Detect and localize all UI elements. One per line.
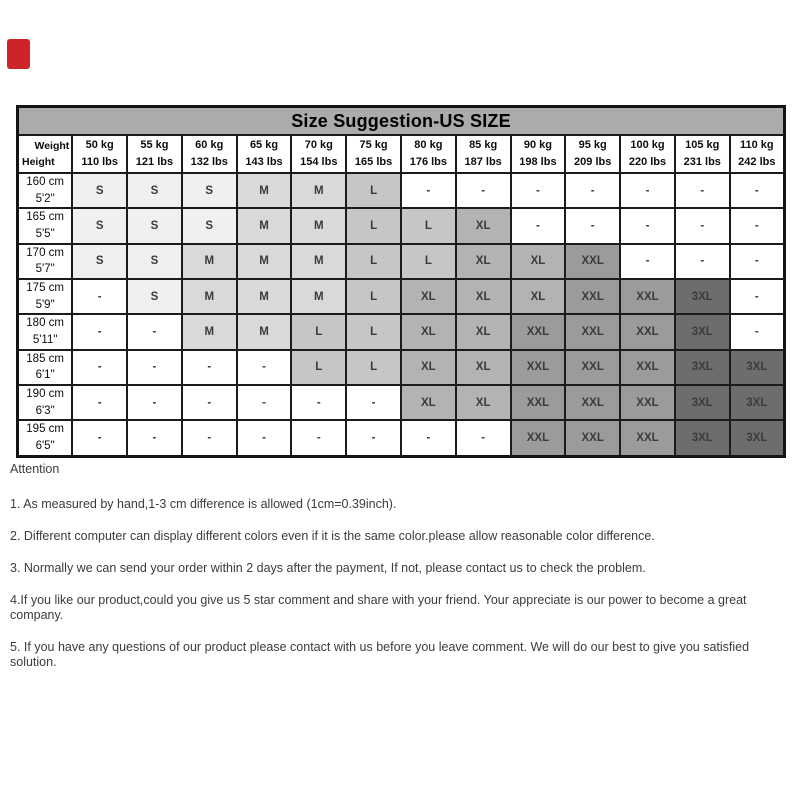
size-cell: L <box>291 350 346 385</box>
attention-notes <box>10 497 792 670</box>
empty-size-cell: - <box>127 385 182 420</box>
size-cell: XL <box>511 279 566 314</box>
size-cell: M <box>291 279 346 314</box>
size-cell: L <box>401 244 456 279</box>
empty-size-cell: - <box>182 350 237 385</box>
empty-size-cell: - <box>730 244 785 279</box>
height-ft-label: 6'1" <box>35 369 55 382</box>
size-cell: XXL <box>620 314 675 349</box>
height-header-cell <box>18 244 73 279</box>
table-row <box>18 173 785 208</box>
empty-size-cell: - <box>182 420 237 456</box>
empty-size-cell: - <box>675 173 730 208</box>
height-ft-label: 5'11" <box>32 334 58 347</box>
empty-size-cell: - <box>72 350 127 385</box>
empty-size-cell: - <box>565 208 620 243</box>
empty-size-cell: - <box>456 173 511 208</box>
weight-header-cell <box>291 135 346 173</box>
empty-size-cell: - <box>730 314 785 349</box>
size-cell: 3XL <box>730 420 785 456</box>
corner-weight-label: Weight <box>34 140 70 152</box>
weight-header-cell <box>730 135 785 173</box>
size-cell: S <box>72 244 127 279</box>
empty-size-cell: - <box>730 279 785 314</box>
size-cell: L <box>346 279 401 314</box>
size-cell: S <box>72 208 127 243</box>
empty-size-cell: - <box>511 173 566 208</box>
weight-kg-label: 65 kg <box>249 138 279 151</box>
weight-lbs-label: 110 lbs <box>81 156 119 168</box>
weight-kg-label: 55 kg <box>140 138 169 151</box>
size-cell: M <box>237 314 292 349</box>
size-cell: XL <box>456 279 511 314</box>
size-cell: XXL <box>620 279 675 314</box>
weight-header-cell <box>511 135 566 173</box>
corner-height-label: Height <box>22 155 55 168</box>
size-cell: L <box>346 244 401 279</box>
table-title: Size Suggestion-US SIZE <box>18 107 785 136</box>
weight-lbs-label: 198 lbs <box>519 156 557 168</box>
size-cell: XXL <box>565 244 620 279</box>
empty-size-cell: - <box>291 420 346 456</box>
weight-kg-label: 90 kg <box>523 138 552 151</box>
height-header-cell <box>18 173 73 208</box>
size-cell: XL <box>456 350 511 385</box>
weight-kg-label: 75 kg <box>359 138 388 151</box>
height-header-cell <box>18 350 73 385</box>
weight-lbs-label: 176 lbs <box>409 156 448 168</box>
height-header-cell <box>18 314 73 349</box>
size-cell: 3XL <box>675 385 730 420</box>
empty-size-cell: - <box>346 385 401 420</box>
size-cell: XL <box>401 385 456 420</box>
size-cell: XL <box>456 314 511 349</box>
weight-header-cell <box>182 135 237 173</box>
weight-lbs-label: 242 lbs <box>738 156 776 168</box>
weight-kg-label: 60 kg <box>195 138 224 151</box>
corner-weight-height-cell <box>18 135 73 173</box>
attention-section <box>10 462 792 687</box>
height-header-cell <box>18 279 73 314</box>
height-cm-label: 170 cm <box>26 246 64 259</box>
size-cell: XXL <box>565 279 620 314</box>
weight-lbs-label: 143 lbs <box>245 156 283 168</box>
weight-header-cell <box>127 135 182 173</box>
empty-size-cell: - <box>127 350 182 385</box>
size-cell: L <box>401 208 456 243</box>
size-cell: L <box>346 173 401 208</box>
red-marker <box>7 39 30 69</box>
table-row <box>18 385 785 420</box>
weight-header-cell <box>237 135 292 173</box>
empty-size-cell: - <box>401 173 456 208</box>
weight-lbs-label: 187 lbs <box>464 156 502 168</box>
size-cell: 3XL <box>675 350 730 385</box>
empty-size-cell: - <box>565 173 620 208</box>
empty-size-cell: - <box>72 314 127 349</box>
size-suggestion-table <box>16 105 786 458</box>
height-cm-label: 160 cm <box>26 176 64 188</box>
empty-size-cell: - <box>620 244 675 279</box>
size-cell: XXL <box>511 385 566 420</box>
empty-size-cell: - <box>730 173 785 208</box>
size-cell: S <box>182 173 237 208</box>
size-cell: XXL <box>565 420 620 456</box>
weight-kg-label: 105 kg <box>685 138 720 151</box>
size-cell: XL <box>511 244 566 279</box>
empty-size-cell: - <box>182 385 237 420</box>
table-row <box>18 420 785 456</box>
size-cell: M <box>237 173 292 208</box>
size-cell: XL <box>401 350 456 385</box>
empty-size-cell: - <box>620 208 675 243</box>
weight-lbs-label: 165 lbs <box>354 156 393 168</box>
size-cell: XXL <box>565 385 620 420</box>
empty-size-cell: - <box>401 420 456 456</box>
size-cell: S <box>127 208 182 243</box>
size-cell: M <box>237 279 292 314</box>
attention-note: 3. Normally we can send your order within 2 days after the payment, If not, please contact us to check the problem. <box>10 561 646 575</box>
height-ft-label: 5'5" <box>35 228 55 241</box>
size-cell: S <box>182 208 237 243</box>
height-ft-label: 5'7" <box>35 263 55 276</box>
size-cell: L <box>346 208 401 243</box>
weight-header-cell <box>620 135 675 173</box>
size-cell: M <box>237 244 292 279</box>
height-cm-label: 180 cm <box>26 317 64 330</box>
empty-size-cell: - <box>291 385 346 420</box>
height-cm-label: 175 cm <box>26 282 64 295</box>
height-cm-label: 195 cm <box>26 423 64 436</box>
weight-kg-label: 80 kg <box>414 138 443 151</box>
size-cell: M <box>182 279 237 314</box>
attention-note: 1. As measured by hand,1-3 cm difference is allowed (1cm=0.39inch). <box>10 497 397 511</box>
weight-lbs-label: 209 lbs <box>574 156 612 168</box>
empty-size-cell: - <box>675 208 730 243</box>
empty-size-cell: - <box>72 279 127 314</box>
weight-lbs-label: 220 lbs <box>628 156 667 168</box>
weight-kg-label: 110 kg <box>740 138 774 151</box>
weight-kg-label: 70 kg <box>304 138 333 151</box>
weight-header-cell <box>456 135 511 173</box>
size-cell: S <box>127 279 182 314</box>
size-cell: XL <box>456 208 511 243</box>
weight-kg-label: 100 kg <box>630 138 665 151</box>
height-header-cell <box>18 420 73 456</box>
height-ft-label: 5'2" <box>35 192 55 205</box>
size-cell: M <box>291 244 346 279</box>
weight-header-cell <box>565 135 620 173</box>
height-header-cell <box>18 208 73 243</box>
size-cell: S <box>127 244 182 279</box>
empty-size-cell: - <box>511 208 566 243</box>
size-cell: S <box>127 173 182 208</box>
size-cell: M <box>182 314 237 349</box>
weight-header-cell <box>72 135 127 173</box>
weight-header-cell <box>401 135 456 173</box>
size-cell: XXL <box>565 350 620 385</box>
weight-lbs-label: 121 lbs <box>135 156 174 168</box>
height-ft-label: 5'9" <box>35 298 55 311</box>
empty-size-cell: - <box>237 350 292 385</box>
table-row <box>18 314 785 349</box>
size-cell: 3XL <box>675 279 730 314</box>
size-cell: XL <box>401 279 456 314</box>
height-header-cell <box>18 385 73 420</box>
weight-header-cell <box>675 135 730 173</box>
empty-size-cell: - <box>72 420 127 456</box>
table-row <box>18 279 785 314</box>
size-cell: XL <box>456 385 511 420</box>
size-cell: XXL <box>511 420 566 456</box>
height-ft-label: 6'5" <box>35 440 55 453</box>
size-cell: L <box>346 350 401 385</box>
size-cell: 3XL <box>730 350 785 385</box>
attention-note: 2. Different computer can display different colors even if it is the same color.please allow reasonable color difference. <box>10 529 655 543</box>
table-row <box>18 208 785 243</box>
size-cell: 3XL <box>730 385 785 420</box>
weight-kg-label: 50 kg <box>85 138 114 151</box>
size-cell: XL <box>401 314 456 349</box>
height-ft-label: 6'3" <box>35 404 55 417</box>
size-cell: XXL <box>620 350 675 385</box>
size-cell: 3XL <box>675 420 730 456</box>
empty-size-cell: - <box>72 385 127 420</box>
weight-kg-label: 95 kg <box>578 138 607 151</box>
size-cell: M <box>182 244 237 279</box>
height-cm-label: 165 cm <box>26 211 64 224</box>
empty-size-cell: - <box>237 385 292 420</box>
size-cell: M <box>237 208 292 243</box>
weight-lbs-label: 132 lbs <box>190 156 228 168</box>
table-row <box>18 350 785 385</box>
attention-note: 4.If you like our product,could you give us 5 star comment and share with your friend. Your appreciate is our power to become a great company. <box>10 593 747 622</box>
empty-size-cell: - <box>127 420 182 456</box>
empty-size-cell: - <box>346 420 401 456</box>
height-cm-label: 190 cm <box>26 388 64 401</box>
size-cell: M <box>291 208 346 243</box>
size-cell: XXL <box>511 350 566 385</box>
size-cell: 3XL <box>675 314 730 349</box>
size-cell: XXL <box>620 420 675 456</box>
empty-size-cell: - <box>675 244 730 279</box>
size-cell: S <box>72 173 127 208</box>
size-cell: XXL <box>511 314 566 349</box>
empty-size-cell: - <box>237 420 292 456</box>
size-cell: L <box>291 314 346 349</box>
size-cell: L <box>346 314 401 349</box>
weight-lbs-label: 231 lbs <box>683 156 721 168</box>
height-cm-label: 185 cm <box>26 352 64 365</box>
weight-kg-label: 85 kg <box>469 138 498 151</box>
weight-lbs-label: 154 lbs <box>300 156 338 168</box>
empty-size-cell: - <box>730 208 785 243</box>
table-row <box>18 244 785 279</box>
empty-size-cell: - <box>127 314 182 349</box>
size-cell: XXL <box>565 314 620 349</box>
size-cell: XL <box>456 244 511 279</box>
empty-size-cell: - <box>456 420 511 456</box>
weight-header-cell <box>346 135 401 173</box>
empty-size-cell: - <box>620 173 675 208</box>
attention-title: Attention <box>10 462 60 476</box>
attention-note: 5. If you have any questions of our product please contact with us before you leave comment. We will do our best to give you satisfied solution. <box>10 640 750 669</box>
size-cell: XXL <box>620 385 675 420</box>
size-cell: M <box>291 173 346 208</box>
